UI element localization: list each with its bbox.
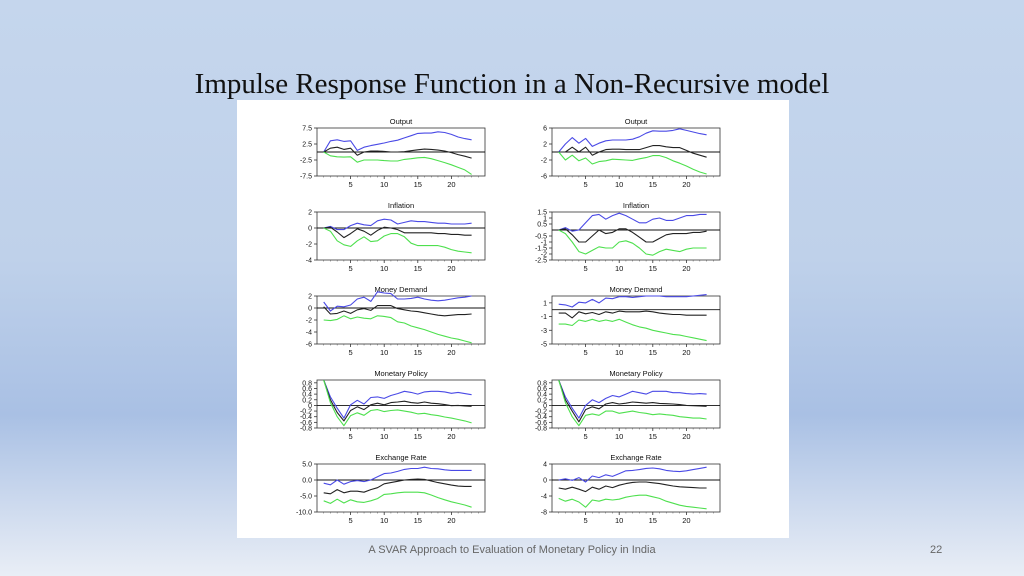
y-tick-label: -5.0 <box>299 493 312 501</box>
x-tick-label: 20 <box>682 516 691 525</box>
y-tick-label: -0.2 <box>534 408 547 416</box>
lower-band-line <box>559 319 707 340</box>
y-tick-label: 0.2 <box>302 397 312 405</box>
y-tick-label: 2 <box>543 141 547 149</box>
x-tick-label: 10 <box>380 516 389 525</box>
response-line <box>324 306 472 316</box>
response-line <box>324 479 472 494</box>
y-tick-label: 0.4 <box>302 391 312 399</box>
x-tick-label: 5 <box>583 180 588 189</box>
slide-footer: A SVAR Approach to Evaluation of Monetary Policy in India <box>368 544 656 556</box>
slide-title: Impulse Response Function in a Non-Recursive model <box>194 68 830 100</box>
irf-panel-6 <box>541 285 720 357</box>
plot-frame <box>552 380 720 428</box>
y-tick-label: 0.8 <box>537 380 547 388</box>
x-tick-label: 10 <box>380 432 389 441</box>
y-tick-label: -3 <box>540 327 547 335</box>
x-tick-label: 20 <box>447 348 456 357</box>
y-tick-label: -0.5 <box>534 233 547 241</box>
x-tick-label: 5 <box>583 432 588 441</box>
x-tick-label: 5 <box>348 264 353 273</box>
x-tick-label: 15 <box>648 264 657 273</box>
y-tick-label: 4 <box>543 461 547 469</box>
y-tick-label: -8 <box>540 509 547 517</box>
panel-title: Inflation <box>387 201 415 210</box>
irf-panel-5 <box>306 285 485 357</box>
x-tick-label: 20 <box>682 348 691 357</box>
upper-band-line <box>559 129 707 152</box>
y-tick-label: -0.4 <box>534 414 547 422</box>
irf-panel-1 <box>300 117 485 189</box>
x-tick-label: 20 <box>682 264 691 273</box>
y-tick-label: -2 <box>540 251 547 259</box>
y-tick-label: -1 <box>540 314 547 322</box>
plot-frame <box>317 464 485 512</box>
upper-band-line <box>559 380 707 418</box>
y-tick-label: -0.2 <box>299 408 312 416</box>
lower-band-line <box>559 152 707 174</box>
y-tick-label: 1 <box>543 300 547 308</box>
x-tick-label: 20 <box>682 180 691 189</box>
y-tick-label: -0.6 <box>534 419 547 427</box>
response-line <box>559 229 707 242</box>
y-tick-label: 0 <box>308 402 312 410</box>
y-tick-label: -2.5 <box>534 257 547 265</box>
panel-title: Output <box>389 117 413 126</box>
panel-title: Monetary Policy <box>374 369 428 378</box>
x-tick-label: 10 <box>615 264 624 273</box>
lower-band-line <box>324 492 472 507</box>
x-tick-label: 10 <box>380 348 389 357</box>
x-tick-label: 15 <box>648 516 657 525</box>
x-tick-label: 20 <box>447 180 456 189</box>
lower-band-line <box>324 380 472 426</box>
irf-panel-10 <box>541 453 720 525</box>
irf-panel-7 <box>300 369 485 441</box>
response-line <box>559 311 707 318</box>
response-line <box>559 146 707 158</box>
y-tick-label: -2 <box>305 241 312 249</box>
y-tick-label: 1 <box>543 215 547 223</box>
panel-title: Exchange Rate <box>610 453 662 462</box>
y-tick-label: 0 <box>543 402 547 410</box>
y-tick-label: 0.0 <box>302 477 312 485</box>
irf-figure <box>237 100 789 538</box>
x-tick-label: 5 <box>348 432 353 441</box>
y-tick-label: 0.6 <box>537 385 547 393</box>
x-tick-label: 15 <box>413 432 422 441</box>
y-tick-label: 0.6 <box>302 385 312 393</box>
irf-panel-2 <box>541 117 720 189</box>
panel-title: Monetary Policy <box>609 369 663 378</box>
lower-band-line <box>559 495 707 509</box>
x-tick-label: 15 <box>648 348 657 357</box>
panel-title: Exchange Rate <box>375 453 427 462</box>
x-tick-label: 5 <box>583 264 588 273</box>
y-tick-label: -6 <box>540 173 547 181</box>
y-tick-label: 5.0 <box>302 461 312 469</box>
y-tick-label: -0.8 <box>299 425 312 433</box>
y-tick-label: -2.5 <box>299 157 312 165</box>
upper-band-line <box>559 213 707 231</box>
x-tick-label: 5 <box>348 516 353 525</box>
y-tick-label: -1 <box>540 239 547 247</box>
lower-band-line <box>324 228 472 253</box>
y-tick-label: -0.6 <box>299 419 312 427</box>
irf-panels <box>237 100 789 538</box>
x-tick-label: 20 <box>447 432 456 441</box>
panel-title: Money Demand <box>374 285 428 294</box>
panel-title: Money Demand <box>609 285 663 294</box>
x-tick-label: 20 <box>447 516 456 525</box>
y-tick-label: -0.8 <box>534 425 547 433</box>
x-tick-label: 5 <box>348 348 353 357</box>
y-tick-label: 0.2 <box>537 397 547 405</box>
upper-band-line <box>324 467 472 485</box>
x-tick-label: 10 <box>615 180 624 189</box>
y-tick-label: -2 <box>305 317 312 325</box>
x-tick-label: 10 <box>615 516 624 525</box>
upper-band-line <box>324 380 472 418</box>
y-tick-label: -2 <box>540 157 547 165</box>
response-line <box>559 380 707 422</box>
x-tick-label: 10 <box>380 264 389 273</box>
y-tick-label: -10.0 <box>296 509 312 517</box>
irf-panel-4 <box>535 201 720 273</box>
x-tick-label: 15 <box>648 180 657 189</box>
page-number: 22 <box>930 544 943 556</box>
y-tick-label: -4 <box>305 257 312 265</box>
y-tick-label: 0 <box>308 305 312 313</box>
y-tick-label: -5 <box>540 341 547 349</box>
y-tick-label: 0.5 <box>537 221 547 229</box>
x-tick-label: 5 <box>583 516 588 525</box>
y-tick-label: 2 <box>308 293 312 301</box>
x-tick-label: 5 <box>348 180 353 189</box>
panel-title: Output <box>624 117 648 126</box>
panel-title: Inflation <box>622 201 650 210</box>
y-tick-label: -6 <box>305 341 312 349</box>
x-tick-label: 10 <box>615 432 624 441</box>
plot-frame <box>317 380 485 428</box>
y-tick-label: 2.5 <box>302 141 312 149</box>
irf-panel-3 <box>306 201 485 273</box>
y-tick-label: 1.5 <box>537 209 547 217</box>
y-tick-label: 0.4 <box>537 391 547 399</box>
x-tick-label: 20 <box>682 432 691 441</box>
upper-band-line <box>559 295 707 307</box>
x-tick-label: 15 <box>413 348 422 357</box>
x-tick-label: 15 <box>648 432 657 441</box>
irf-panel-9 <box>296 453 485 525</box>
y-tick-label: -1.5 <box>534 245 547 253</box>
y-tick-label: 0.8 <box>302 380 312 388</box>
y-tick-label: 0 <box>308 225 312 233</box>
y-tick-label: 7.5 <box>302 125 312 133</box>
lower-band-line <box>324 316 472 343</box>
y-tick-label: 2 <box>308 209 312 217</box>
y-tick-label: 6 <box>543 125 547 133</box>
x-tick-label: 10 <box>380 180 389 189</box>
x-tick-label: 20 <box>447 264 456 273</box>
y-tick-label: -0.4 <box>299 414 312 422</box>
x-tick-label: 10 <box>615 348 624 357</box>
response-line <box>559 482 707 492</box>
x-tick-label: 15 <box>413 516 422 525</box>
y-tick-label: -7.5 <box>299 173 312 181</box>
x-tick-label: 15 <box>413 180 422 189</box>
plot-frame <box>317 296 485 344</box>
y-tick-label: -4 <box>540 493 547 501</box>
lower-band-line <box>324 152 472 174</box>
x-tick-label: 15 <box>413 264 422 273</box>
y-tick-label: -4 <box>305 329 312 337</box>
x-tick-label: 5 <box>583 348 588 357</box>
y-tick-label: 0 <box>543 477 547 485</box>
irf-panel-8 <box>535 369 720 441</box>
plot-frame <box>552 212 720 260</box>
